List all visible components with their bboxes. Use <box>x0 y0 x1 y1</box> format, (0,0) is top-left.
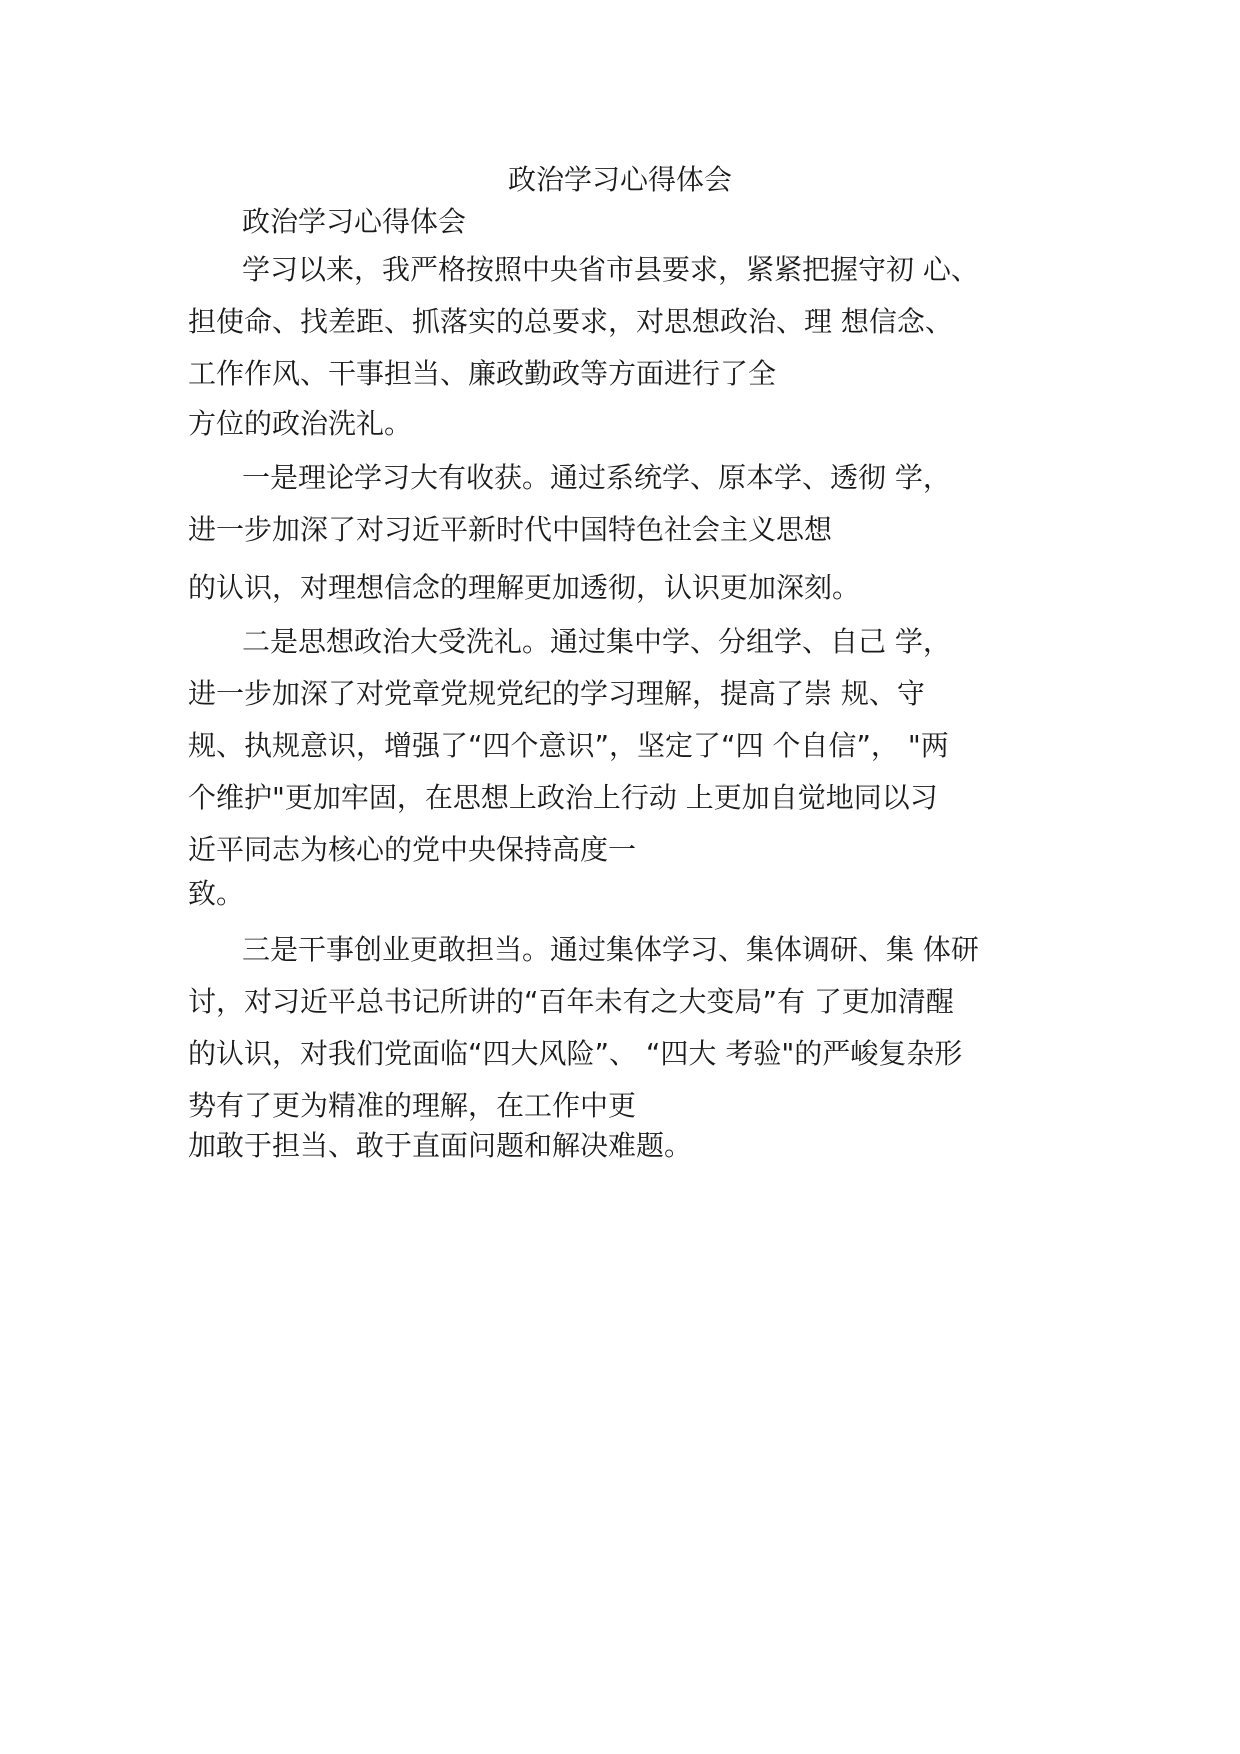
paragraph-line: 规、执规意识，增强了“四个意识”，坚定了“四 个自信”， "两 <box>188 729 949 762</box>
paragraph-line: 势有了更为精准的理解，在工作中更 <box>188 1089 637 1122</box>
paragraph-line: 讨，对习近平总书记所讲的“百年未有之大变局”有 了更加清醒 <box>188 985 954 1018</box>
document-subtitle <box>188 196 1068 248</box>
paragraph-line: 进一步加深了对党章党规党纪的学习理解，提高了崇 规、守 <box>188 677 925 710</box>
paragraph-line: 方位的政治洗礼。 <box>188 407 413 440</box>
paragraph-2-tail <box>188 562 1068 614</box>
paragraph-1 <box>188 244 1068 400</box>
paragraph-line: 致。 <box>188 877 245 910</box>
subtitle-text: 政治学习心得体会 <box>242 205 467 238</box>
paragraph-line: 的认识，对我们党面临“四大风险”、 “四大 考验"的严峻复杂形 <box>188 1037 963 1070</box>
paragraph-line: 的认识，对理想信念的理解更加透彻，认识更加深刻。 <box>188 571 861 604</box>
paragraph-2 <box>188 452 1068 556</box>
paragraph-4-tail <box>188 1120 1068 1172</box>
paragraph-line: 担使命、找差距、抓落实的总要求，对思想政治、理 想信念、 <box>188 305 953 338</box>
paragraph-line: 学习以来，我严格按照中央省市县要求，紧紧把握守初 心、 <box>242 253 979 286</box>
paragraph-line: 三是干事创业更敢担当。通过集体学习、集体调研、集 体研 <box>242 933 979 966</box>
paragraph-line: 一是理论学习大有收获。通过系统学、原本学、透彻 学， <box>242 461 951 494</box>
paragraph-line: 工作作风、干事担当、廉政勤政等方面进行了全 <box>188 357 777 390</box>
paragraph-line: 近平同志为核心的党中央保持高度一 <box>188 833 637 866</box>
paragraph-line: 个维护"更加牢固，在思想上政治上行动 上更加自觉地同以习 <box>188 781 938 814</box>
paragraph-4 <box>188 924 1068 1132</box>
paragraph-line: 加敢于担当、敢于直面问题和解决难题。 <box>188 1129 693 1162</box>
paragraph-3 <box>188 616 1068 876</box>
document-title: 政治学习心得体会 <box>507 163 732 196</box>
paragraph-1-tail <box>188 398 1068 450</box>
paragraph-line: 进一步加深了对习近平新时代中国特色社会主义思想 <box>188 513 833 546</box>
paragraph-line: 二是思想政治大受洗礼。通过集中学、分组学、自己 学， <box>242 625 951 658</box>
paragraph-3-tail <box>188 868 1068 920</box>
